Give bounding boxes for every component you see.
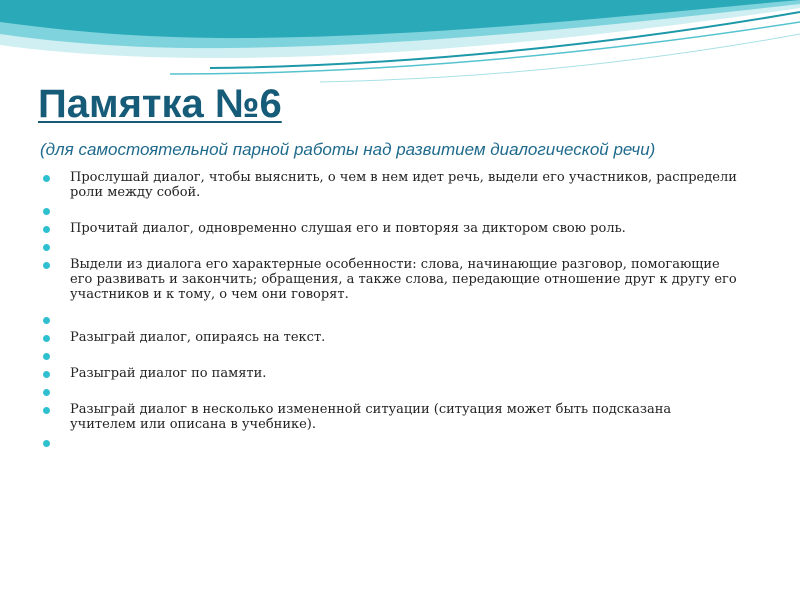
list-item	[40, 203, 740, 221]
list-item	[40, 348, 740, 366]
list-item	[40, 330, 740, 348]
bullet-icon	[43, 371, 50, 378]
list-item	[40, 402, 740, 435]
wave-decoration	[0, 0, 800, 90]
slide-title: Памятка №6	[38, 82, 282, 126]
bullet-list	[40, 170, 740, 453]
list-item	[40, 221, 740, 239]
bullet-icon	[43, 317, 50, 324]
bullet-icon	[43, 407, 50, 414]
bullet-icon	[43, 175, 50, 182]
list-item-text: Разыграй диалог, опираясь на текст.	[70, 330, 326, 345]
bullet-icon	[43, 335, 50, 342]
list-item	[40, 257, 740, 312]
bullet-icon	[43, 353, 50, 360]
list-item-text: Разыграй диалог по памяти.	[70, 366, 267, 381]
list-item	[40, 435, 740, 453]
bullet-icon	[43, 244, 50, 251]
bullet-icon	[43, 440, 50, 447]
list-item-text: Прослушай диалог, чтобы выяснить, о чем в нем идет речь, выдели его участников, распредели роли между собой.	[70, 170, 737, 200]
list-item	[40, 366, 740, 384]
slide-subtitle: (для самостоятельной парной работы над развитием диалогической речи)	[40, 140, 656, 159]
bullet-icon	[43, 262, 50, 269]
list-item-text: Разыграй диалог в несколько измененной ситуации (ситуация может быть подсказана учителем или описана в учебнике).	[70, 402, 672, 432]
bullet-icon	[43, 226, 50, 233]
list-item-text: Прочитай диалог, одновременно слушая его и повторяя за диктором свою роль.	[70, 221, 626, 236]
bullet-icon	[43, 389, 50, 396]
list-item	[40, 170, 740, 203]
list-item	[40, 312, 740, 330]
list-item	[40, 239, 740, 257]
list-item	[40, 384, 740, 402]
list-item-text: Выдели из диалога его характерные особенности: слова, начинающие разговор, помогающие его развивать и закончить; обращения, а также слова, передающие отношение друг к другу его участников и к тому, о чем они говорят.	[70, 257, 737, 302]
bullet-icon	[43, 208, 50, 215]
